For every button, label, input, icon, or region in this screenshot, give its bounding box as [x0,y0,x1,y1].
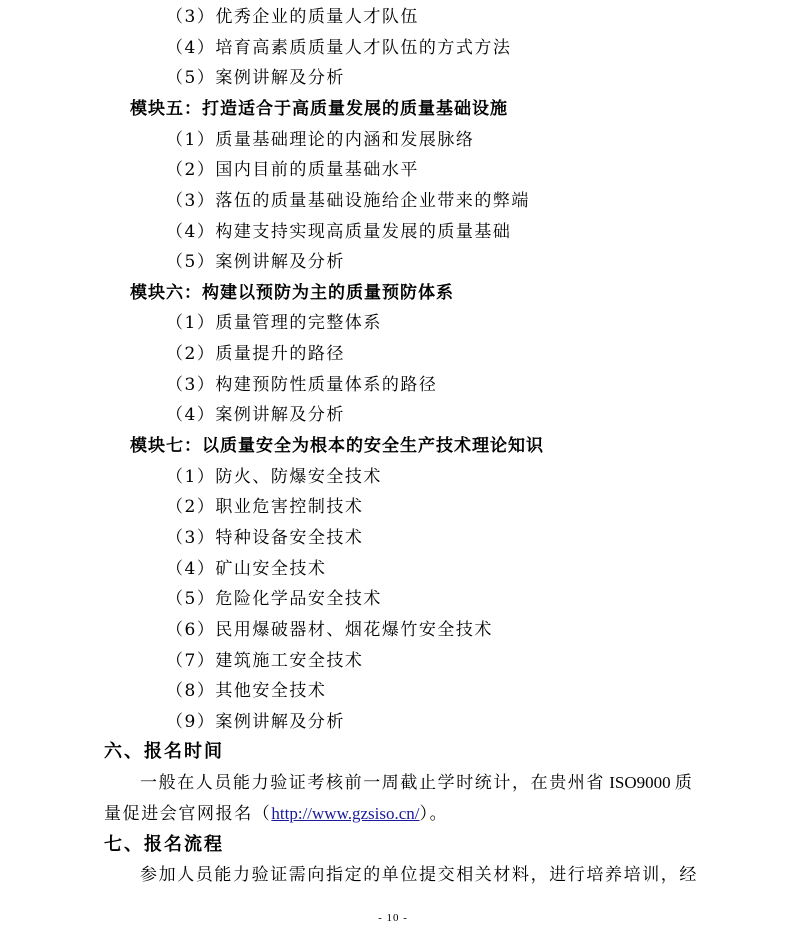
list-item: （2）国内目前的质量基础水平 [166,160,419,180]
module-heading: 模块六：构建以预防为主的质量预防体系 [130,283,454,303]
list-item: （3）特种设备安全技术 [166,528,364,548]
list-item: （2）质量提升的路径 [166,344,345,364]
list-item: （4）培育高素质质量人才队伍的方式方法 [166,38,512,58]
list-item: （5）案例讲解及分析 [166,68,345,88]
paragraph-text: 质 [674,773,694,793]
list-item: （4）构建支持实现高质量发展的质量基础 [166,222,512,242]
list-item: （5）危险化学品安全技术 [166,589,382,609]
paragraph-line [140,772,694,794]
section-heading-registration-time: 六、报名时间 [104,741,224,762]
list-item: （5）案例讲解及分析 [166,252,345,272]
paragraph-text: 一般在人员能力验证考核前一周截止学时统计，在贵州省 [140,773,605,793]
page-number: - 10 - [378,912,408,924]
paragraph-line: 参加人员能力验证需向指定的单位提交相关材料，进行培养培训，经 [140,865,698,885]
section-heading-registration-process: 七、报名流程 [104,834,224,855]
list-item: （6）民用爆破器材、烟花爆竹安全技术 [166,620,493,640]
list-item: （3）优秀企业的质量人才队伍 [166,7,419,27]
list-item: （4）矿山安全技术 [166,559,327,579]
list-item: （1）质量管理的完整体系 [166,313,382,333]
list-item: （8）其他安全技术 [166,681,327,701]
list-item: （3）落伍的质量基础设施给企业带来的弊端 [166,191,530,211]
module-heading: 模块七：以质量安全为根本的安全生产技术理论知识 [130,436,544,456]
list-item: （9）案例讲解及分析 [166,712,345,732]
list-item: （1）防火、防爆安全技术 [166,467,382,487]
list-item: （3）构建预防性质量体系的路径 [166,375,438,395]
paragraph-text: 量促进会官网报名（ [104,804,272,824]
paragraph-text: ）。 [419,804,449,824]
list-item: （7）建筑施工安全技术 [166,651,364,671]
list-item: （4）案例讲解及分析 [166,405,345,425]
module-heading: 模块五：打造适合于高质量发展的质量基础设施 [130,99,508,119]
registration-link[interactable]: http://www.gzsiso.cn/ [271,804,420,823]
paragraph-text-latin: ISO9000 [605,773,675,792]
paragraph-line [104,803,448,825]
list-item: （1）质量基础理论的内涵和发展脉络 [166,130,475,150]
list-item: （2）职业危害控制技术 [166,497,364,517]
